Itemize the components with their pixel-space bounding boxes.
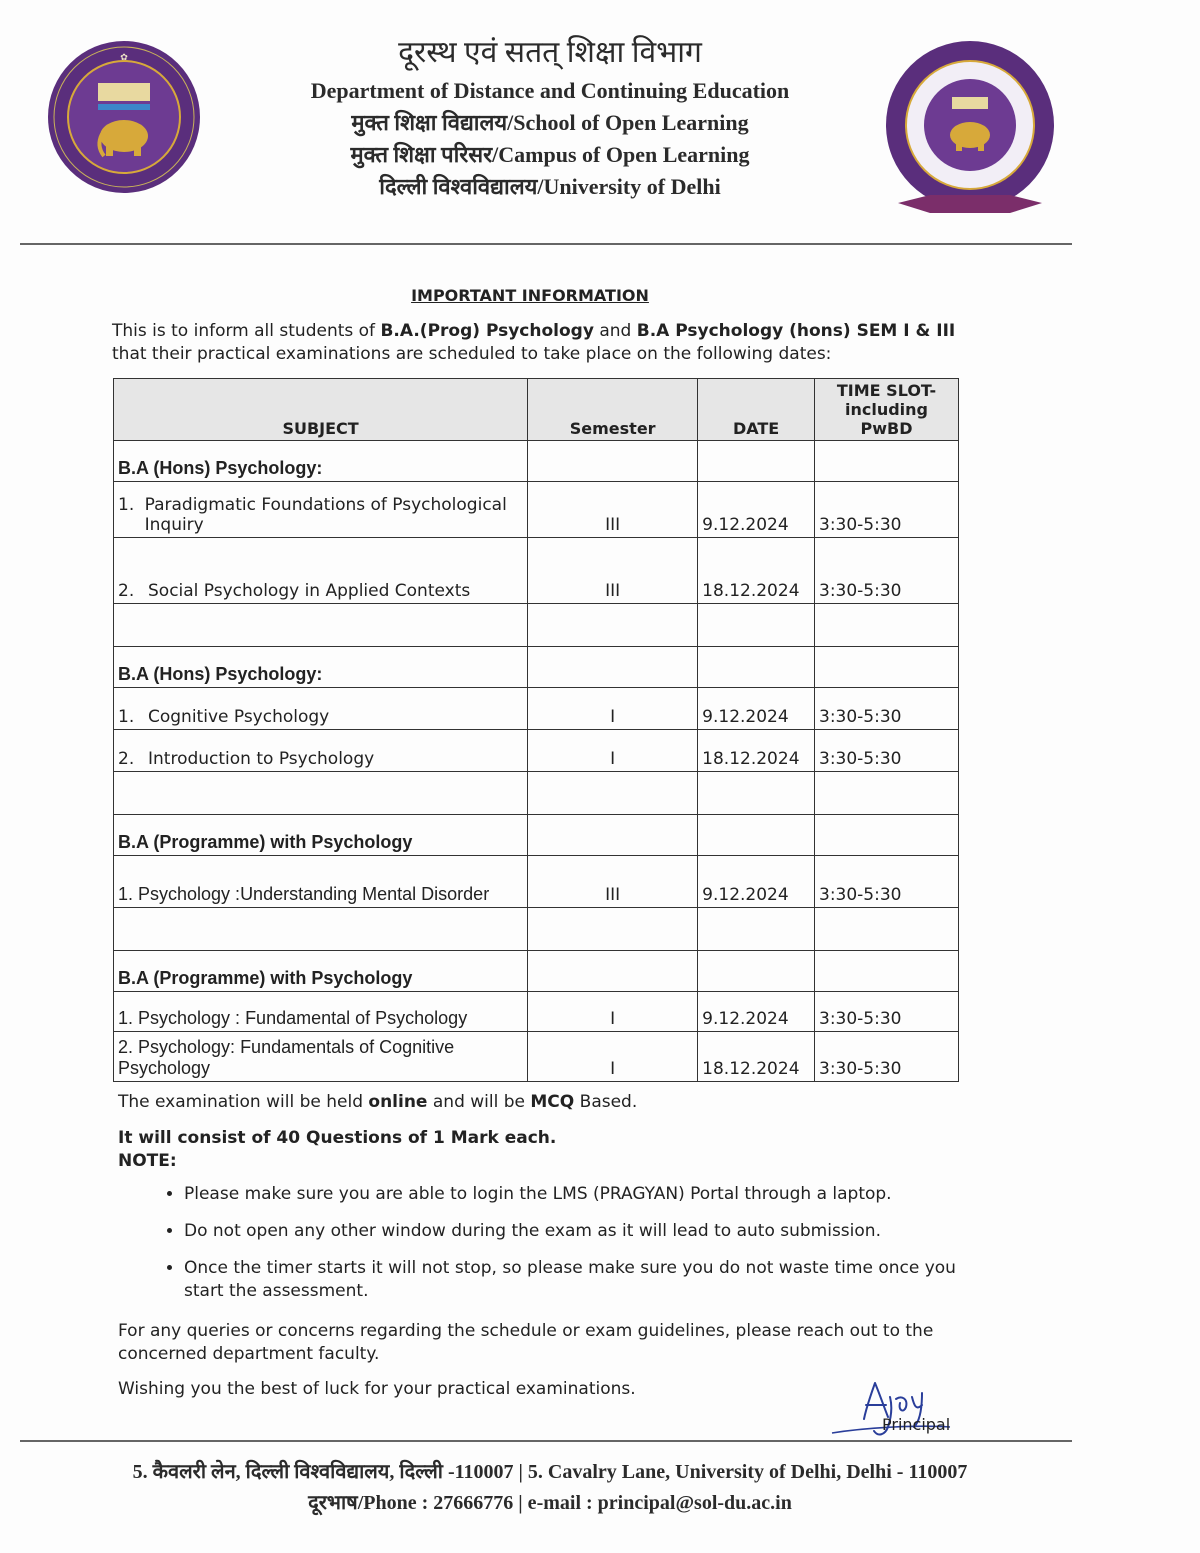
principal-signature-icon: [830, 1375, 1000, 1445]
exam-mode-text: The examination will be held online and will be MCQ Based.: [118, 1092, 638, 1112]
table-row: [114, 1032, 959, 1082]
notes-list: [148, 1183, 984, 1317]
exam-consist-text: It will consist of 40 Questions of 1 Mark each.: [118, 1128, 557, 1148]
section-title: B.A (Programme) with Psychology: [114, 815, 528, 856]
note-heading: NOTE:: [118, 1151, 177, 1171]
time-cell: 3:30-5:30: [815, 1032, 959, 1082]
svg-text:✿: ✿: [120, 53, 128, 63]
department-name: Department of Distance and Continuing Education: [310, 78, 790, 103]
footer-contact: दूरभाष/Phone : 27666776 | e-mail : principal@sol-du.ac.in: [308, 1492, 792, 1514]
table-row: [114, 482, 959, 538]
time-cell: 3:30-5:30: [815, 688, 959, 730]
header-divider: [20, 243, 1072, 245]
header-semester: Semester: [528, 379, 698, 441]
time-cell: 3:30-5:30: [815, 482, 959, 538]
time-cell: 3:30-5:30: [815, 856, 959, 908]
section-title: B.A (Hons) Psychology:: [114, 647, 528, 688]
university-name: दिल्ली विश्वविद्यालय/University of Delhi: [379, 174, 721, 199]
semester-cell: III: [528, 856, 698, 908]
subject-cell: 1. Psychology : Fundamental of Psychology: [114, 992, 528, 1032]
table-row: [114, 730, 959, 772]
semester-cell: I: [528, 1032, 698, 1082]
spacer-row: [114, 908, 959, 951]
campus-name: मुक्त शिक्षा परिसर/Campus of Open Learning: [350, 142, 750, 167]
date-cell: 9.12.2024: [698, 992, 815, 1032]
subject-cell: 1. Psychology :Understanding Mental Disorder: [114, 856, 528, 908]
section-row: [114, 815, 959, 856]
time-cell: 3:30-5:30: [815, 992, 959, 1032]
section-row: [114, 951, 959, 992]
subject-cell: 1. Paradigmatic Foundations of Psychological Inquiry: [114, 482, 528, 538]
table-header-row: [114, 379, 959, 441]
queries-text: For any queries or concerns regarding the schedule or exam guidelines, please reach out to the concerned department faculty.: [118, 1321, 934, 1364]
table-row: [114, 856, 959, 908]
subject-cell: 2. Social Psychology in Applied Contexts: [114, 538, 528, 604]
subject-cell: 2. Introduction to Psychology: [114, 730, 528, 772]
table-row: [114, 538, 959, 604]
notice-intro: This is to inform all students of B.A.(Prog) Psychology and B.A Psychology (hons) SEM I & III that their practical examinations are scheduled to take place on the following dates:: [112, 321, 956, 364]
semester-cell: I: [528, 688, 698, 730]
semester-cell: III: [528, 482, 698, 538]
semester-cell: I: [528, 992, 698, 1032]
footer-address: 5. कैवलरी लेन, दिल्ली विश्वविद्यालय, दिल्ली -110007 | 5. Cavalry Lane, University of Delhi, Delhi - 110007: [132, 1461, 968, 1483]
date-cell: 18.12.2024: [698, 730, 815, 772]
spacer-row: [114, 772, 959, 815]
time-cell: 3:30-5:30: [815, 730, 959, 772]
list-item: • Once the timer starts it will not stop, so please make sure you do not waste time once you start the assessment.: [184, 1257, 984, 1303]
header-subject: SUBJECT: [114, 379, 528, 441]
wishing-text: Wishing you the best of luck for your practical examinations.: [118, 1379, 636, 1399]
header-date: DATE: [698, 379, 815, 441]
header-time-slot: TIME SLOT- including PwBD: [815, 379, 959, 441]
date-cell: 9.12.2024: [698, 856, 815, 908]
time-cell: 3:30-5:30: [815, 538, 959, 604]
semester-cell: III: [528, 538, 698, 604]
section-title: B.A (Hons) Psychology:: [114, 441, 528, 482]
school-of-open-learning-seal-icon: [880, 35, 1060, 225]
footer-divider: [20, 1440, 1072, 1442]
hindi-department-title: दूरस्थ एवं सतत् शिक्षा विभाग: [398, 36, 702, 69]
section-row: [114, 647, 959, 688]
exam-schedule-table: [113, 378, 959, 1082]
table-row: [114, 992, 959, 1032]
principal-label: Principal: [882, 1415, 951, 1434]
subject-cell: 1. Cognitive Psychology: [114, 688, 528, 730]
school-name: मुक्त शिक्षा विद्यालय/School of Open Learning: [351, 110, 749, 135]
section-row: [114, 441, 959, 482]
subject-cell: 2. Psychology: Fundamentals of Cognitive Psychology: [114, 1032, 528, 1082]
letterhead: [0, 0, 1200, 250]
date-cell: 18.12.2024: [698, 538, 815, 604]
table-row: [114, 688, 959, 730]
date-cell: 9.12.2024: [698, 482, 815, 538]
notice-title: IMPORTANT INFORMATION: [411, 286, 649, 305]
spacer-row: [114, 604, 959, 647]
section-title: B.A (Programme) with Psychology: [114, 951, 528, 992]
date-cell: 18.12.2024: [698, 1032, 815, 1082]
date-cell: 9.12.2024: [698, 688, 815, 730]
letterhead-text: [250, 30, 850, 203]
list-item: • Do not open any other window during the exam as it will lead to auto submission.: [184, 1220, 984, 1243]
list-item: • Please make sure you are able to login the LMS (PRAGYAN) Portal through a laptop.: [184, 1183, 984, 1206]
semester-cell: I: [528, 730, 698, 772]
university-of-delhi-seal-icon: [40, 38, 208, 196]
